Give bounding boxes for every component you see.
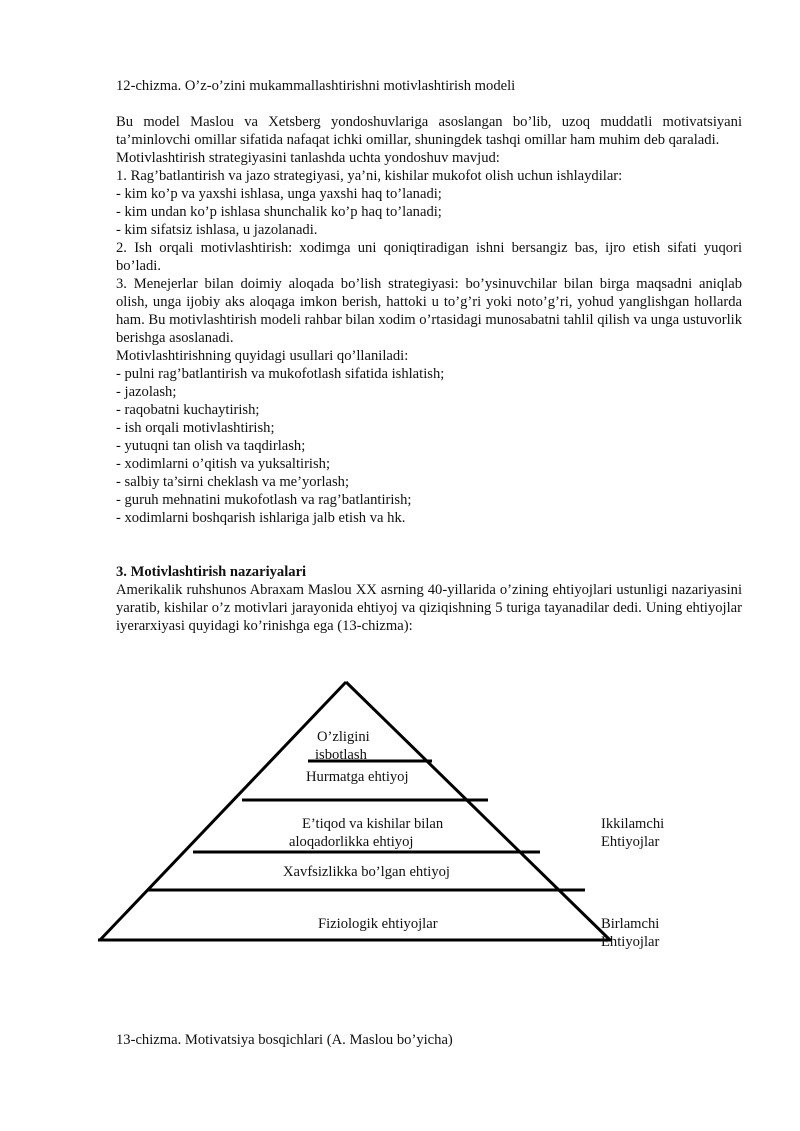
- method-item: - ish orqali motivlashtirish;: [116, 420, 275, 436]
- pyramid-level-4: Hurmatga ehtiyoj: [306, 769, 409, 785]
- document-body: [116, 77, 742, 635]
- primary-needs-line1: Birlamchi: [601, 916, 660, 932]
- methods-intro: Motivlashtirishning quyidagi usullari qo’llaniladi:: [116, 348, 409, 364]
- section-heading: 3. Motivlashtirish nazariyalari: [116, 564, 307, 580]
- strategy-2: 2. Ish orqali motivlashtirish: xodimga uni qoniqtiradigan ishni bersangiz bas, ijro etish sifati yuqori bo’ladi.: [116, 240, 742, 274]
- method-item: - raqobatni kuchaytirish;: [116, 402, 260, 418]
- figure-caption-12: 12-chizma. O’z-o’zini mukammallashtirishni motivlashtirish modeli: [116, 78, 516, 94]
- pyramid-level-1: Fiziologik ehtiyojlar: [318, 916, 438, 932]
- strategy-1-item: - kim ko’p va yaxshi ishlasa, unga yaxshi haq to’lanadi;: [116, 186, 442, 202]
- figure-caption-13: 13-chizma. Motivatsiya bosqichlari (A. Maslou bo’yicha): [116, 1032, 453, 1048]
- strategy-1-item: - kim undan ko’p ishlasa shunchalik ko’p haq to’lanadi;: [116, 204, 442, 220]
- strategy-1-item: - kim sifatsiz ishlasa, u jazolanadi.: [116, 222, 318, 238]
- maslow-pyramid-diagram: [0, 670, 800, 970]
- pyramid-left-edge: [100, 682, 346, 940]
- strategy-1: 1. Rag’batlantirish va jazo strategiyasi, ya’ni, kishilar mukofot olish uchun ishlaydilar:: [116, 168, 623, 184]
- method-item: - jazolash;: [116, 384, 177, 400]
- method-item: - xodimlarni o’qitish va yuksaltirish;: [116, 456, 331, 472]
- pyramid-level-3-line2: aloqadorlikka ehtiyoj: [289, 834, 414, 850]
- pyramid-right-edge: [346, 682, 610, 940]
- strategy-3: 3. Menejerlar bilan doimiy aloqada bo’lish strategiyasi: bo’ysinuvchilar bilan birga maqsadni aniqlab olish, unga ijobiy aks aloqaga imkon berish, hattoki u to’g’ri yoki noto’g’ri, yohud yanglishgan hollarda ham. Bu motivlashtirish modeli rahbar bilan xodim o’rtasidagi munosabatni tahlil qilish va unga ustuvorlik berishga asoslanadi.: [116, 276, 742, 346]
- method-item: - yutuqni tan olish va taqdirlash;: [116, 438, 306, 454]
- pyramid-level-3-line1: E’tiqod va kishilar bilan: [302, 816, 444, 832]
- pyramid-level-2: Xavfsizlikka bo’lgan ehtiyoj: [283, 864, 450, 880]
- primary-needs-line2: Ehtiyojlar: [601, 934, 660, 950]
- pyramid-level-5-line2: isbotlash: [315, 747, 367, 763]
- method-item: - xodimlarni boshqarish ishlariga jalb etish va hk.: [116, 510, 406, 526]
- intro-paragraph: Bu model Maslou va Xetsberg yondoshuvlariga asoslangan bo’lib, uzoq muddatli motivatsiyani ta’minlovchi omillar sifatida nafaqat ichki omillar, shuningdek tashqi omillar ham muhim deb qaraladi.: [116, 114, 742, 148]
- pyramid-level-5-line1: O’zligini: [317, 729, 370, 745]
- method-item: - pulni rag’batlantirish va mukofotlash sifatida ishlatish;: [116, 366, 445, 382]
- secondary-needs-line1: Ikkilamchi: [601, 816, 665, 832]
- method-item: - salbiy ta’sirni cheklash va me’yorlash;: [116, 474, 350, 490]
- method-item: - guruh mehnatini mukofotlash va rag’batlantirish;: [116, 492, 412, 508]
- strategy-intro: Motivlashtirish strategiyasini tanlashda uchta yondoshuv mavjud:: [116, 150, 500, 166]
- secondary-needs-line2: Ehtiyojlar: [601, 834, 660, 850]
- section-paragraph: Amerikalik ruhshunos Abraxam Maslou XX asrning 40-yillarida o’zining ehtiyojlari ustunligi nazariyasini yaratib, kishilar o’z motivlari jarayonida ehtiyoj va qiziqishning 5 turiga tayanadilar dedi. Uning ehtiyojlar iyerarxiyasi quyidagi ko’rinishga ega (13-chizma):: [116, 582, 742, 634]
